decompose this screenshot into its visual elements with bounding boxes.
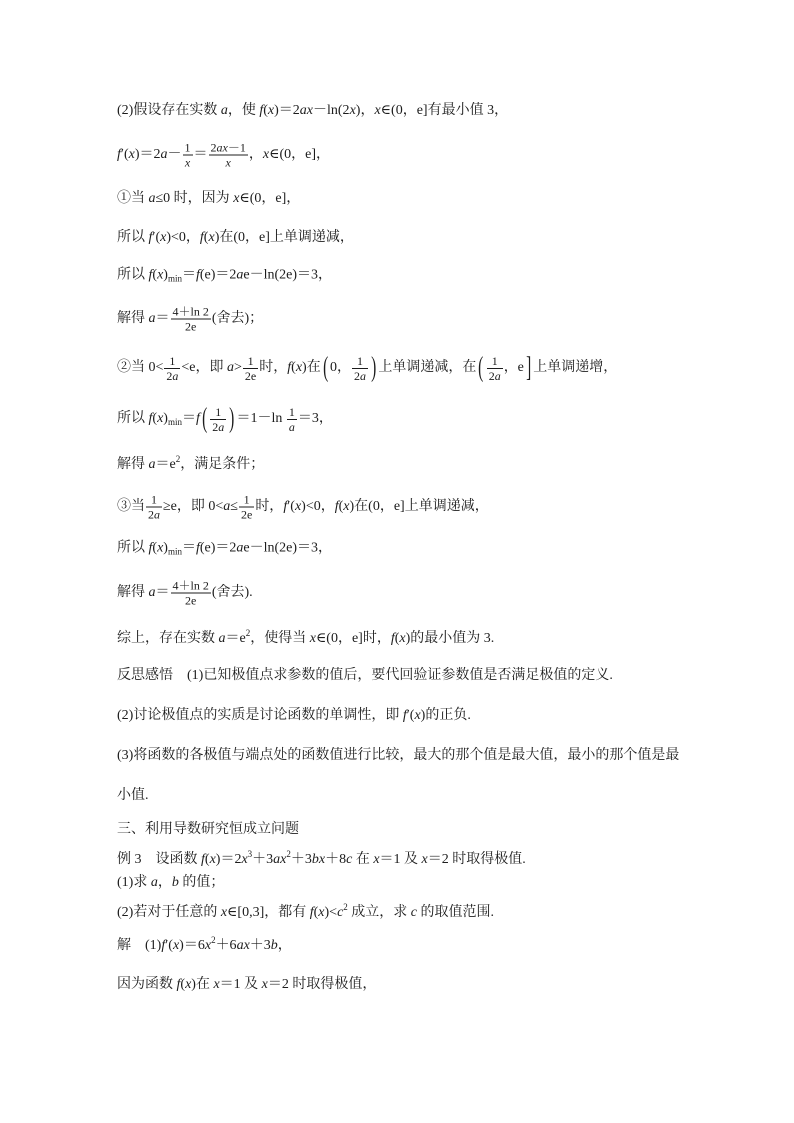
fraction-numerator xyxy=(183,141,193,156)
text-run: ＋3 xyxy=(249,938,271,953)
text-run: 2 xyxy=(212,419,219,434)
math-variable: x xyxy=(349,103,356,118)
text-run: (e)＝2 xyxy=(199,267,237,283)
math-variable: c xyxy=(337,905,344,920)
text-run: (2)假设存在实数 xyxy=(117,103,221,118)
text-run: 0， xyxy=(330,360,352,375)
text-run: 解 (1) xyxy=(117,938,162,953)
text-run: 2e xyxy=(185,319,197,334)
text-run: 2 xyxy=(166,368,173,383)
text-run: ≤0 时，因为 xyxy=(155,191,234,206)
text-run: )＝2 xyxy=(215,852,242,867)
math-variable: x xyxy=(184,155,191,170)
fraction-denominator xyxy=(171,320,211,334)
bracket-content xyxy=(486,354,524,383)
text-run: － xyxy=(167,147,182,163)
derivative-line xyxy=(117,141,330,170)
math-variable: a xyxy=(148,585,156,601)
text-run: ，e xyxy=(503,360,524,375)
math-variable: x xyxy=(157,540,164,556)
fraction-denominator xyxy=(239,508,254,522)
text-run: ′( xyxy=(152,230,161,245)
math-variable: f xyxy=(199,230,204,245)
text-run: ， xyxy=(248,147,263,163)
math-variable: a xyxy=(148,191,156,206)
math-variable: ax xyxy=(299,103,313,118)
text-run: 1 xyxy=(288,404,295,419)
math-variable: bx xyxy=(311,852,326,867)
fraction xyxy=(164,354,180,383)
subscript: min xyxy=(167,546,182,557)
fraction-numerator xyxy=(287,405,297,420)
case3-min-value-line xyxy=(117,539,332,562)
text-run: )＝2 xyxy=(134,147,161,163)
math-variable: x xyxy=(309,631,316,646)
text-run: ( xyxy=(203,230,209,245)
math-variable: f xyxy=(402,708,407,723)
fraction xyxy=(243,354,258,383)
text-run: ≥e，即 0< xyxy=(163,499,224,515)
text-run: ＝ xyxy=(181,540,196,556)
math-variable: x xyxy=(209,852,216,867)
left-delimiter: ( xyxy=(201,403,208,434)
fraction-numerator xyxy=(243,354,258,369)
fraction-numerator xyxy=(352,354,368,369)
text-run: ′( xyxy=(287,499,295,515)
math-variable: x xyxy=(294,499,302,515)
text-run: 在 xyxy=(352,852,374,867)
text-run: ， xyxy=(157,875,172,890)
math-variable: a xyxy=(148,457,156,472)
math-variable: x xyxy=(414,708,421,723)
text-run: <e，即 xyxy=(181,360,228,376)
text-run: ( xyxy=(152,267,158,283)
text-run: 1 xyxy=(151,492,157,507)
text-run: 所以 xyxy=(117,411,149,427)
math-variable: f xyxy=(117,147,121,163)
text-run: ＝ xyxy=(181,411,196,427)
text-run: 成立，求 xyxy=(347,905,411,920)
math-variable: x xyxy=(204,938,212,953)
text-run: ′( xyxy=(120,147,129,163)
text-run: 1 xyxy=(247,353,254,368)
text-run: ′( xyxy=(165,938,173,953)
math-variable: a xyxy=(218,631,226,646)
fraction-denominator xyxy=(183,156,193,170)
math-variable: ax xyxy=(216,140,228,155)
text-run: 2e xyxy=(185,593,197,608)
math-variable: f xyxy=(283,499,288,515)
text-run: )＝6 xyxy=(179,938,205,953)
text-run: ′( xyxy=(406,708,415,723)
text-run: )的最小值为 3. xyxy=(405,631,495,646)
bracket-group xyxy=(476,353,533,383)
case2-result-line xyxy=(117,449,264,475)
text-run: 2 xyxy=(210,140,217,155)
math-variable: x xyxy=(267,103,275,118)
text-run: 1 xyxy=(243,492,250,507)
math-variable: a xyxy=(360,368,367,383)
case2-min-value-line xyxy=(117,404,333,434)
text-run: 解得 xyxy=(117,457,149,472)
math-variable: x xyxy=(157,411,164,427)
text-run: ＝ xyxy=(155,311,170,327)
text-run: 上单调递增， xyxy=(533,360,618,376)
text-run: ＋6 xyxy=(215,938,237,953)
text-run: 的值； xyxy=(178,875,225,890)
text-run: ＝3， xyxy=(297,411,333,427)
math-variable: f xyxy=(148,411,153,427)
math-variable: c xyxy=(410,905,418,920)
solution-step-2 xyxy=(117,975,376,995)
text-run: ( xyxy=(338,499,344,515)
text-run: )在 xyxy=(191,977,214,992)
text-run: 1 xyxy=(184,140,191,155)
text-run: 1 xyxy=(491,353,498,368)
case3-result-line xyxy=(117,579,253,608)
fraction xyxy=(210,405,226,434)
math-variable: f xyxy=(195,540,200,556)
math-variable: f xyxy=(148,540,153,556)
math-variable: ax xyxy=(236,938,250,953)
text-run: 4＋ln 2 xyxy=(172,304,209,319)
math-variable: a xyxy=(148,311,156,327)
math-variable: a xyxy=(160,147,168,163)
fraction xyxy=(352,354,368,383)
math-variable: a xyxy=(218,419,225,434)
math-variable: x xyxy=(421,852,428,867)
reflection-point-3 xyxy=(117,746,679,766)
fraction-denominator xyxy=(287,420,297,434)
text-run: 上单调递减，在 xyxy=(378,360,477,376)
math-variable: x xyxy=(399,631,406,646)
math-variable: x xyxy=(233,191,240,206)
text-run: 2 xyxy=(488,368,495,383)
text-run: ( xyxy=(313,905,319,920)
math-variable: f xyxy=(390,631,395,646)
math-variable: a xyxy=(236,267,244,283)
superscript: 2 xyxy=(245,628,251,638)
fraction-denominator xyxy=(243,369,258,383)
text-run: (1)求 xyxy=(117,875,151,890)
text-run: )的正负. xyxy=(420,708,471,723)
text-run: ( xyxy=(152,411,158,427)
reflection-point-3-continued xyxy=(117,786,149,806)
math-variable: x xyxy=(213,977,220,992)
superscript: 2 xyxy=(343,902,348,912)
text-run: 时， xyxy=(259,360,288,376)
case3-condition-line xyxy=(117,493,489,522)
math-variable: x xyxy=(262,147,270,163)
text-run: )<0， xyxy=(301,499,335,515)
math-variable: f xyxy=(176,977,181,992)
superscript: 2 xyxy=(211,935,216,945)
fraction-denominator xyxy=(146,508,162,522)
assumption-line xyxy=(117,101,508,121)
math-variable: a xyxy=(150,875,158,890)
text-run: 2 xyxy=(354,368,361,383)
text-run: ) xyxy=(163,267,168,283)
text-run: )< xyxy=(324,905,338,920)
fraction-denominator xyxy=(352,369,368,383)
right-delimiter: ) xyxy=(371,352,377,383)
text-run: 综上，存在实数 xyxy=(117,631,219,646)
text-run: )在 xyxy=(302,360,321,376)
math-variable: a xyxy=(154,507,160,522)
example-question-1 xyxy=(117,873,224,893)
text-run: ＋8 xyxy=(325,852,347,867)
math-variable: f xyxy=(195,267,200,283)
conclusion-line xyxy=(117,623,494,649)
text-run: (2)若对于任意的 xyxy=(117,905,221,920)
reflection-point-2 xyxy=(117,706,471,726)
text-run: 例 3 设函数 xyxy=(117,852,201,867)
text-run: 小值. xyxy=(117,788,149,803)
math-variable: x xyxy=(160,230,167,245)
fraction-numerator xyxy=(210,405,226,420)
text-run: ＝ xyxy=(181,267,196,283)
text-run: ∈(0，e]， xyxy=(269,147,330,163)
text-run: 2e xyxy=(240,507,253,522)
math-variable: f xyxy=(334,499,339,515)
math-variable: x xyxy=(128,147,135,163)
fraction-denominator xyxy=(164,369,180,383)
fraction xyxy=(239,493,254,522)
math-variable: x xyxy=(373,852,380,867)
text-run: 2e xyxy=(244,368,257,383)
text-run: ＝1－ln xyxy=(236,411,286,427)
text-run: 4＋ln 2 xyxy=(172,578,209,593)
case2-condition-line xyxy=(117,353,617,383)
math-variable: x xyxy=(225,155,231,170)
text-run: ，使 xyxy=(227,103,260,118)
fraction xyxy=(171,305,211,334)
text-run: 1 xyxy=(215,404,222,419)
text-run: 的取值范围. xyxy=(417,905,495,920)
subscript: min xyxy=(167,417,182,428)
math-variable: b xyxy=(270,938,278,953)
math-variable: f xyxy=(309,905,314,920)
math-variable: a xyxy=(227,360,235,376)
text-run: ②当 0< xyxy=(117,360,164,376)
text-run: 解得 xyxy=(117,585,149,601)
case1-monotonic-line xyxy=(117,228,354,248)
case1-condition-line xyxy=(117,189,300,209)
text-run: ＋3 xyxy=(290,852,312,867)
fraction xyxy=(183,141,193,170)
reflection-point-1 xyxy=(117,666,613,686)
text-run: e－ln(2e)＝3， xyxy=(243,540,333,556)
math-variable: f xyxy=(148,230,153,245)
math-variable: a xyxy=(220,103,228,118)
fraction-numerator xyxy=(171,579,211,594)
math-variable: f xyxy=(161,938,166,953)
text-run: (2)讨论极值点的实质是讨论函数的单调性，即 xyxy=(117,708,403,723)
text-run: ( xyxy=(152,540,158,556)
text-run: 所以 xyxy=(117,267,149,283)
math-variable: a xyxy=(288,419,295,434)
math-variable: x xyxy=(220,905,228,920)
solution-step-1 xyxy=(117,930,292,956)
text-run: 时， xyxy=(255,499,284,515)
text-run: ) xyxy=(163,411,168,427)
text-run: －1 xyxy=(227,140,246,155)
text-run: ( xyxy=(291,360,296,376)
math-variable: x xyxy=(374,103,381,118)
math-variable: a xyxy=(494,368,501,383)
math-variable: f xyxy=(195,411,200,427)
math-variable: c xyxy=(346,852,353,867)
fraction-numerator xyxy=(171,305,211,320)
text-run: (e)＝2 xyxy=(199,540,237,556)
fraction-numerator xyxy=(487,354,503,369)
fraction-numerator xyxy=(146,493,162,508)
left-delimiter: ( xyxy=(322,352,328,383)
text-run: 反思感悟 (1)已知极值点求参数的值后，要代回验证参数值是否满足极值的定义. xyxy=(117,668,613,683)
math-variable: x xyxy=(241,852,248,867)
text-run: )＝2 xyxy=(274,103,300,118)
example-statement xyxy=(117,844,526,870)
fraction-denominator xyxy=(210,420,226,434)
text-run: ③当 xyxy=(117,499,145,515)
math-variable: f xyxy=(148,267,153,283)
math-variable: x xyxy=(157,267,164,283)
bracket-group xyxy=(200,404,237,434)
text-run: ＝e xyxy=(155,457,176,472)
superscript: 3 xyxy=(247,849,253,859)
text-run: ＋3 xyxy=(252,852,274,867)
text-run: (舍去)； xyxy=(211,311,264,327)
text-run: ＝ xyxy=(193,147,208,163)
superscript: 2 xyxy=(175,454,181,464)
left-delimiter: ( xyxy=(478,352,484,383)
text-run: ，满足条件； xyxy=(180,457,265,472)
text-run: ＝1 及 xyxy=(379,852,422,867)
text-run: )， xyxy=(355,103,375,118)
text-run: －ln(2 xyxy=(313,103,350,118)
fraction xyxy=(171,579,211,608)
math-variable: x xyxy=(318,905,325,920)
fraction-denominator xyxy=(209,156,248,170)
text-run: )在(0，e]上单调递减， xyxy=(214,230,354,245)
text-run: 2 xyxy=(148,507,154,522)
text-run: ( xyxy=(263,103,268,118)
fraction xyxy=(287,405,297,434)
math-variable: b xyxy=(171,875,179,890)
text-run: (舍去). xyxy=(211,585,253,601)
math-variable: x xyxy=(172,938,180,953)
text-run: ＝ xyxy=(155,585,170,601)
math-variable: f xyxy=(201,852,205,867)
text-run: 因为函数 xyxy=(117,977,177,992)
text-run: 所以 xyxy=(117,540,149,556)
math-variable: a xyxy=(172,368,179,383)
example-question-2 xyxy=(117,897,494,923)
text-run: (3)将函数的各极值与端点处的函数值进行比较，最大的那个值是最大值，最小的那个值是最 xyxy=(117,748,680,763)
fraction xyxy=(209,141,248,170)
text-run: ≤ xyxy=(230,499,238,515)
text-run: ∈(0，e]， xyxy=(239,191,301,206)
text-run: )在(0，e]上单调递减， xyxy=(349,499,489,515)
section-heading xyxy=(117,820,299,840)
text-run: 1 xyxy=(169,353,176,368)
right-delimiter: ] xyxy=(526,352,532,383)
text-run: ) xyxy=(163,540,168,556)
text-run: ＝1 及 xyxy=(219,977,262,992)
math-variable: ax xyxy=(273,852,287,867)
math-variable: x xyxy=(343,499,350,515)
text-run: e－ln(2e)＝3， xyxy=(243,267,333,283)
fraction-denominator xyxy=(171,594,211,608)
bracket-group xyxy=(321,353,379,383)
subscript: min xyxy=(167,273,182,284)
text-run: ∈(0，e]时， xyxy=(315,631,391,646)
bracket-content xyxy=(209,405,227,434)
text-run: ( xyxy=(394,631,400,646)
math-variable: f xyxy=(259,103,264,118)
fraction-numerator xyxy=(164,354,180,369)
fraction-numerator xyxy=(209,141,248,156)
text-run: 三、利用导数研究恒成立问题 xyxy=(117,822,299,837)
text-run: )<0， xyxy=(166,230,200,245)
math-variable: a xyxy=(223,499,231,515)
text-run: 解得 xyxy=(117,311,149,327)
text-run: ＝2 时取得极值， xyxy=(267,977,377,992)
math-variable: f xyxy=(287,360,292,376)
text-run: ∈(0，e]有最小值 3， xyxy=(380,103,509,118)
math-variable: x xyxy=(185,977,192,992)
text-run: ， xyxy=(277,938,292,953)
math-variable: x xyxy=(295,360,303,376)
math-variable: a xyxy=(236,540,244,556)
fraction xyxy=(146,493,162,522)
case1-result-line xyxy=(117,305,263,334)
right-delimiter: ) xyxy=(229,403,235,434)
fraction xyxy=(487,354,503,383)
fraction-numerator xyxy=(239,493,254,508)
text-run: > xyxy=(234,360,242,376)
case1-min-value-line xyxy=(117,266,332,289)
fraction-denominator xyxy=(487,369,503,383)
text-run: ( xyxy=(204,852,210,867)
text-run: ＝e xyxy=(225,631,246,646)
bracket-content xyxy=(330,354,369,383)
text-run: ( xyxy=(180,977,186,992)
superscript: 2 xyxy=(286,849,291,859)
text-run: ①当 xyxy=(117,191,149,206)
text-run: ＝2 时取得极值. xyxy=(427,852,526,867)
math-variable: x xyxy=(261,977,268,992)
text-run: 所以 xyxy=(117,230,149,245)
text-run: 1 xyxy=(357,353,364,368)
text-run: ，使得当 xyxy=(250,631,310,646)
text-run: ∈[0,3]，都有 xyxy=(227,905,310,920)
math-variable: x xyxy=(208,230,215,245)
